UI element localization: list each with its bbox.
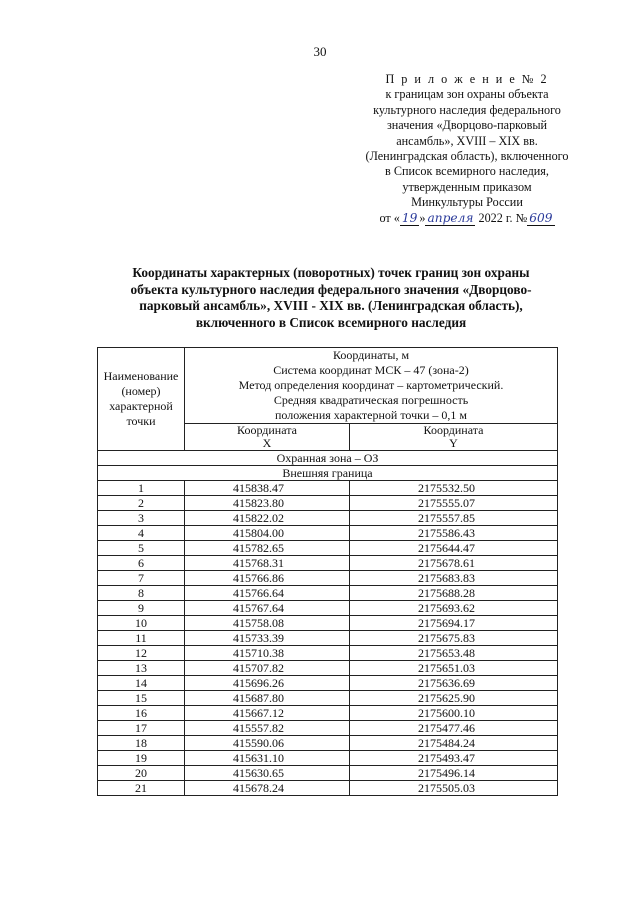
coordinate-y-cell: 2175683.83	[350, 571, 558, 586]
coordinate-x-cell: 415768.31	[185, 556, 350, 571]
order-number: 609	[529, 210, 553, 225]
table-row	[98, 661, 558, 676]
coordinate-y-cell: 2175651.03	[350, 661, 558, 676]
table-row	[98, 511, 558, 526]
coordinate-y-cell: 2175493.47	[350, 751, 558, 766]
table-row	[98, 721, 558, 736]
coordinate-y-cell: 2175693.62	[350, 601, 558, 616]
coordinates-table	[97, 347, 558, 796]
point-number-cell: 18	[98, 736, 185, 751]
coordinate-y-cell: 2175586.43	[350, 526, 558, 541]
appendix-line: ансамбль», XVIII – XIX вв.	[396, 133, 538, 148]
coordinate-x-cell: 415782.65	[185, 541, 350, 556]
header-line: Наименование	[103, 369, 179, 383]
coordinate-x-cell: 415696.26	[185, 676, 350, 691]
header-line: Координата	[423, 423, 484, 437]
coordinate-y-cell: 2175625.90	[350, 691, 558, 706]
coordinate-y-cell: 2175557.85	[350, 511, 558, 526]
table-row	[98, 751, 558, 766]
title-line: включенного в Список всемирного наследия	[195, 314, 467, 330]
column-header-point-name	[98, 348, 185, 451]
coordinate-y-cell: 2175644.47	[350, 541, 558, 556]
page-number: 30	[313, 44, 327, 59]
table-row	[98, 736, 558, 751]
zone-label: Охранная зона – ОЗ	[98, 451, 558, 466]
header-line: Y	[449, 436, 458, 450]
point-number-cell: 3	[98, 511, 185, 526]
coordinate-x-cell: 415707.82	[185, 661, 350, 676]
table-row	[98, 571, 558, 586]
header-line: Координата	[237, 423, 297, 437]
header-line: (номер)	[121, 384, 161, 398]
coordinate-y-cell: 2175678.61	[350, 556, 558, 571]
point-number-cell: 15	[98, 691, 185, 706]
point-number-cell: 12	[98, 646, 185, 661]
order-prefix: от «	[379, 210, 400, 225]
point-number-cell: 17	[98, 721, 185, 736]
coordinate-x-cell: 415804.00	[185, 526, 350, 541]
table-row	[98, 556, 558, 571]
table-row	[98, 601, 558, 616]
coordinate-y-cell: 2175484.24	[350, 736, 558, 751]
header-line: Средняя квадратическая погрешность	[273, 393, 469, 407]
point-number-cell: 8	[98, 586, 185, 601]
title-line: парковый ансамбль», XVIII - XIX вв. (Ленинградская область),	[139, 298, 523, 314]
point-number-cell: 19	[98, 751, 185, 766]
appendix-line: Минкультуры России	[411, 195, 523, 210]
table-row	[98, 496, 558, 511]
coordinate-x-cell: 415557.82	[185, 721, 350, 736]
header-line: положения характерной точки – 0,1 м	[274, 408, 467, 422]
coordinate-y-cell: 2175636.69	[350, 676, 558, 691]
point-number-cell: 13	[98, 661, 185, 676]
point-number-cell: 21	[98, 781, 185, 796]
point-number-cell: 9	[98, 601, 185, 616]
point-number-cell: 16	[98, 706, 185, 721]
table-row	[98, 706, 558, 721]
coordinate-x-cell: 415838.47	[185, 481, 350, 496]
title-line: Координаты характерных (поворотных) точек границ зон охраны	[132, 265, 530, 280]
coordinate-x-cell: 415766.86	[185, 571, 350, 586]
appendix-line: к границам зон охраны объекта	[385, 87, 549, 102]
coordinate-y-cell: 2175694.17	[350, 616, 558, 631]
table-row	[98, 646, 558, 661]
appendix-line: утвержденным приказом	[402, 179, 532, 194]
coordinate-x-cell: 415590.06	[185, 736, 350, 751]
point-number-cell: 4	[98, 526, 185, 541]
appendix-line: в Список всемирного наследия,	[385, 164, 549, 179]
table-row	[98, 616, 558, 631]
coordinate-y-cell: 2175505.03	[350, 781, 558, 796]
coordinate-x-cell: 415678.24	[185, 781, 350, 796]
table-row	[98, 631, 558, 646]
appendix-line: значения «Дворцово-парковый	[386, 118, 548, 133]
table-row	[98, 691, 558, 706]
coordinate-x-cell: 415822.02	[185, 511, 350, 526]
coordinate-y-cell: 2175653.48	[350, 646, 558, 661]
table-row	[98, 781, 558, 796]
table-row	[98, 481, 558, 496]
coordinate-x-cell: 415631.10	[185, 751, 350, 766]
coordinate-y-cell: 2175555.07	[350, 496, 558, 511]
point-number-cell: 6	[98, 556, 185, 571]
point-number-cell: 2	[98, 496, 185, 511]
header-line: X	[262, 436, 272, 450]
header-line: Система координат МСК – 47 (зона-2)	[273, 363, 469, 377]
appendix-line: культурного наследия федерального	[373, 102, 561, 117]
point-number-cell: 11	[98, 631, 185, 646]
table-row	[98, 586, 558, 601]
coordinate-x-cell: 415687.80	[185, 691, 350, 706]
coordinate-x-cell: 415758.08	[185, 616, 350, 631]
column-header-x	[185, 424, 350, 451]
point-number-cell: 1	[98, 481, 185, 496]
coordinate-x-cell: 415767.64	[185, 601, 350, 616]
appendix-heading: П р и л о ж е н и е № 2	[385, 72, 549, 86]
point-number-cell: 10	[98, 616, 185, 631]
coordinate-x-cell: 415823.80	[185, 496, 350, 511]
column-header-coordinates	[185, 348, 558, 424]
order-year: 2022 г. №	[475, 210, 528, 225]
order-month: апреля	[427, 210, 474, 225]
point-number-cell: 20	[98, 766, 185, 781]
coordinate-x-cell: 415630.65	[185, 766, 350, 781]
coordinate-y-cell: 2175532.50	[350, 481, 558, 496]
border-label: Внешняя граница	[98, 466, 558, 481]
title-line: объекта культурного наследия федерального значения «Дворцово-	[130, 281, 532, 297]
header-line: Метод определения координат – картометрический.	[238, 378, 504, 392]
appendix-line: (Ленинградская область), включенного	[365, 149, 569, 164]
table-row	[98, 526, 558, 541]
appendix-block	[352, 72, 582, 226]
header-line: характерной	[109, 399, 173, 413]
table-row	[98, 766, 558, 781]
coordinate-x-cell: 415667.12	[185, 706, 350, 721]
document-title	[88, 265, 574, 331]
column-header-y	[350, 424, 558, 451]
coordinate-y-cell: 2175496.14	[350, 766, 558, 781]
order-line	[352, 211, 582, 226]
table-row	[98, 676, 558, 691]
point-number-cell: 14	[98, 676, 185, 691]
header-line: Координаты, м	[332, 348, 410, 362]
coordinate-y-cell: 2175600.10	[350, 706, 558, 721]
coordinate-y-cell: 2175688.28	[350, 586, 558, 601]
coordinate-y-cell: 2175675.83	[350, 631, 558, 646]
order-mid: »	[419, 210, 426, 225]
coordinate-x-cell: 415766.64	[185, 586, 350, 601]
coordinate-y-cell: 2175477.46	[350, 721, 558, 736]
table-row	[98, 541, 558, 556]
point-number-cell: 7	[98, 571, 185, 586]
point-number-cell: 5	[98, 541, 185, 556]
header-line: точки	[126, 414, 156, 428]
order-day: 19	[401, 210, 418, 225]
coordinate-x-cell: 415710.38	[185, 646, 350, 661]
coordinate-x-cell: 415733.39	[185, 631, 350, 646]
